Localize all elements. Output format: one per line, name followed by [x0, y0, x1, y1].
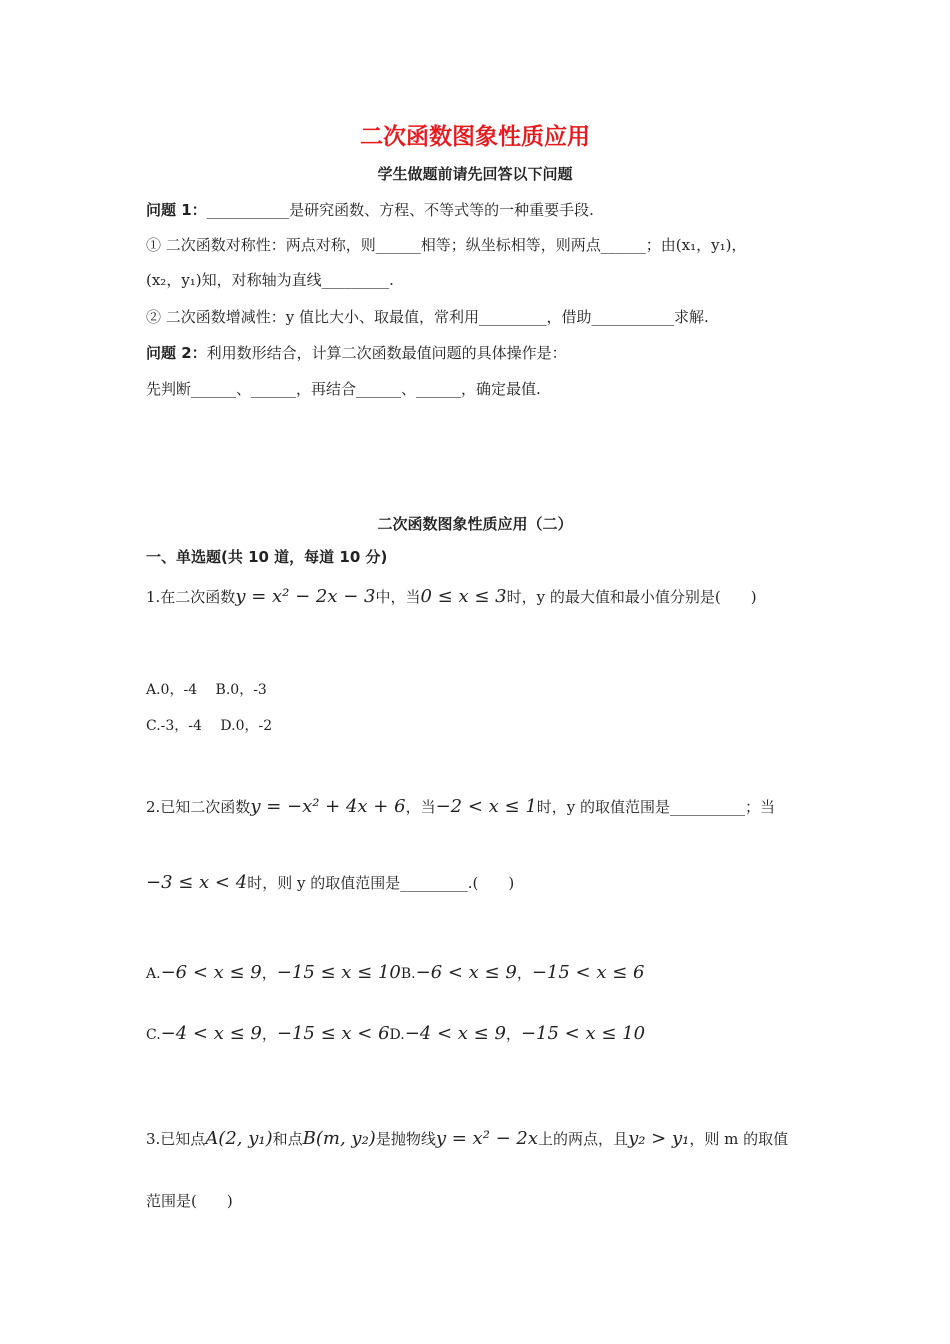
section-title: 二次函数图象性质应用（二） [377, 515, 573, 533]
problem-2-range-1: −2 < x ≤ 1 [435, 796, 537, 817]
question-2-label: 问题 2： [146, 344, 207, 362]
option-d-range-1: −4 < x ≤ 9 [404, 1023, 506, 1044]
problem-2-range-2: −3 ≤ x < 4 [146, 872, 248, 893]
option-d-label: D. [389, 1027, 405, 1043]
question-1-text: ___________是研究函数、方程、不等式等的一种重要手段. [206, 201, 594, 219]
problem-1-suffix: 时，y 的最大值和最小值分别是( ) [506, 588, 757, 606]
problem-2-line-2 [146, 872, 514, 893]
problem-2-suffix-1: 时，y 的取值范围是__________；当 [536, 798, 776, 816]
problem-2 [146, 796, 775, 817]
problem-3-mid-1: 和点 [272, 1130, 303, 1148]
problem-3-point-b: B(m, y₂) [302, 1128, 376, 1149]
problem-2-function: y = −x² + 4x + 6 [250, 796, 406, 817]
problem-1-options-cd: C.-3，-4 D.0，-2 [146, 718, 273, 734]
option-a-range-1: −6 < x ≤ 9 [160, 962, 262, 983]
question-1-label: 问题 1： [146, 201, 207, 219]
problem-1-prefix: 1.在二次函数 [146, 588, 236, 606]
question-1 [146, 199, 594, 220]
symmetry-line-2: (x₂，y₁)知，对称轴为直线_________. [146, 271, 394, 289]
problem-3-mid-3: 上的两点，且 [538, 1130, 629, 1148]
problem-1-function: y = x² − 2x − 3 [235, 586, 376, 607]
problem-3-prefix: 3.已知点 [146, 1130, 206, 1148]
problem-1-range: 0 ≤ x ≤ 3 [420, 586, 507, 607]
problem-1-options-ab: A.0，-4 B.0，-3 [146, 682, 267, 698]
option-d-comma: ， [505, 1025, 521, 1043]
page-title: 二次函数图象性质应用 [360, 124, 590, 150]
problem-2-options-cd [146, 1023, 645, 1044]
problem-3-condition: y₂ > y₁ [628, 1128, 690, 1149]
monotonicity-line: ② 二次函数增减性：y 值比大小、取最值，常利用_________，借助___________求解. [146, 308, 709, 326]
option-b-comma: ， [516, 964, 532, 982]
option-a-comma: ， [261, 964, 277, 982]
option-c-label: C. [146, 1027, 161, 1043]
option-c-range-1: −4 < x ≤ 9 [160, 1023, 262, 1044]
option-b-range-1: −6 < x ≤ 9 [415, 962, 517, 983]
option-d-range-2: −15 < x ≤ 10 [520, 1023, 646, 1044]
option-a-range-2: −15 ≤ x ≤ 10 [276, 962, 401, 983]
option-b-label: B. [400, 966, 416, 982]
problem-3-mid-2: 是抛物线 [375, 1130, 436, 1148]
question-2 [146, 342, 567, 363]
problem-3-line-2: 范围是( ) [146, 1192, 233, 1210]
problem-1-mid: 中，当 [375, 588, 421, 606]
option-b-range-2: −15 < x ≤ 6 [531, 962, 645, 983]
problem-2-options-ab [146, 962, 644, 983]
problem-2-prefix: 2.已知二次函数 [146, 798, 251, 816]
section-heading: 一、单选题(共 10 道，每道 10 分) [146, 548, 388, 566]
problem-2-suffix-2: 时，则 y 的取值范围是_________.( ) [247, 874, 515, 892]
problem-3-suffix: ，则 m 的取值 [689, 1130, 789, 1148]
option-c-comma: ， [261, 1025, 277, 1043]
option-a-label: A. [146, 966, 161, 982]
question-2-text: 利用数形结合，计算二次函数最值问题的具体操作是： [206, 344, 567, 362]
problem-3 [146, 1128, 788, 1149]
page-subtitle: 学生做题前请先回答以下问题 [377, 165, 573, 183]
problem-3-point-a: A(2, y₁) [205, 1128, 273, 1149]
question-2-line-2: 先判断______、______，再结合______、______，确定最值. [146, 380, 541, 398]
symmetry-line-1: ① 二次函数对称性：两点对称，则______相等；纵坐标相等，则两点______；由(x₁，y₁)， [146, 236, 747, 254]
problem-2-mid: ，当 [405, 798, 436, 816]
problem-3-function: y = x² − 2x [435, 1128, 539, 1149]
problem-1 [146, 586, 757, 607]
option-c-range-2: −15 ≤ x < 6 [276, 1023, 390, 1044]
